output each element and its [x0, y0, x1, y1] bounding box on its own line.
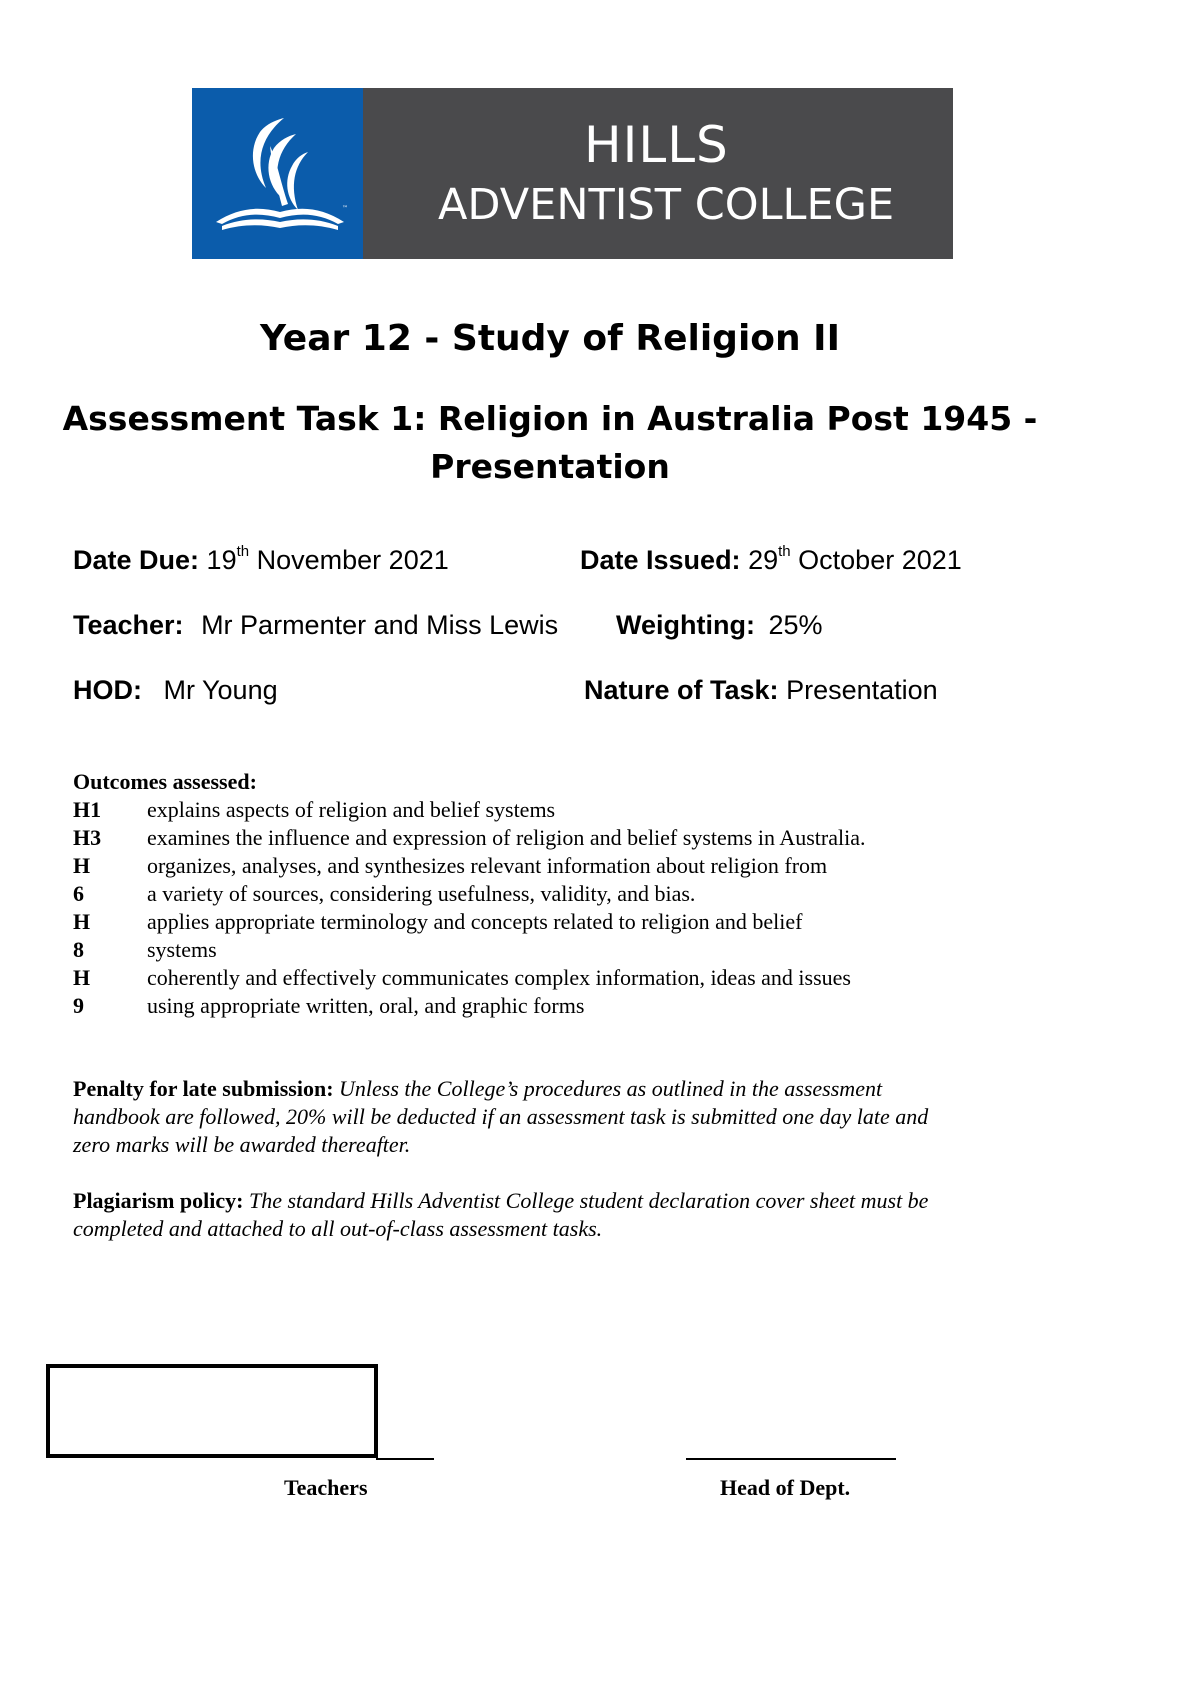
- outcome-description: [147, 908, 1047, 964]
- outcome-line: applies appropriate terminology and concepts related to religion and belief: [147, 909, 803, 934]
- penalty-policy: [73, 1075, 1033, 1159]
- outcome-code: H1: [73, 797, 102, 822]
- weighting-value: 25%: [768, 610, 823, 640]
- date-due-label: Date Due:: [73, 545, 200, 575]
- weighting: [616, 610, 823, 641]
- outcome-line: organizes, analyses, and synthesizes relevant information about religion from: [147, 853, 828, 878]
- flame-bible-icon: [192, 88, 363, 259]
- teachers-signature-label: Teachers: [284, 1475, 368, 1500]
- date-issued-day: 29: [748, 545, 779, 575]
- penalty-text-line-2: handbook are followed, 20% will be deducted if an assessment task is submitted one day late and: [73, 1104, 929, 1129]
- date-issued: [580, 545, 962, 576]
- plagiarism-text-line-1: The standard Hills Adventist College student declaration cover sheet must be: [248, 1188, 929, 1213]
- date-due-suffix: th: [236, 543, 250, 560]
- weighting-label: Weighting:: [616, 610, 755, 640]
- nature-value: Presentation: [786, 675, 938, 705]
- penalty-text-line-1: Unless the College’s procedures as outlined in the assessment: [339, 1076, 883, 1101]
- teacher: [73, 610, 558, 641]
- outcome-line: coherently and effectively communicates complex information, ideas and issues: [147, 965, 851, 990]
- nature-of-task: [584, 675, 938, 706]
- date-issued-label: Date Issued:: [580, 545, 741, 575]
- hod-value: Mr Young: [163, 675, 278, 705]
- date-issued-suffix: th: [778, 543, 791, 560]
- nature-label: Nature of Task:: [584, 675, 779, 705]
- task-title: [0, 395, 1100, 491]
- outcome-description: [147, 964, 1047, 1020]
- outcome-code: H 6: [73, 853, 91, 906]
- teacher-signature-line: [376, 1458, 434, 1460]
- outcome-line: systems: [147, 937, 217, 962]
- logo-text-hills: HILLS: [584, 116, 729, 174]
- outcome-description: [147, 852, 1047, 908]
- date-issued-rest: October 2021: [798, 545, 962, 575]
- penalty-text-line-3: zero marks will be awarded thereafter.: [73, 1132, 411, 1157]
- outcome-code: H 9: [73, 965, 91, 1018]
- outcome-line: examines the influence and expression of religion and belief systems in Australia.: [147, 825, 866, 850]
- plagiarism-label: Plagiarism policy:: [73, 1188, 244, 1213]
- hod-signature-line: [686, 1458, 896, 1460]
- penalty-label: Penalty for late submission:: [73, 1076, 334, 1101]
- outcome-description: [147, 796, 1047, 824]
- teacher-label: Teacher:: [73, 610, 184, 640]
- outcome-line: explains aspects of religion and belief systems: [147, 797, 556, 822]
- hod-signature-label: Head of Dept.: [720, 1475, 851, 1500]
- page-title: Year 12 - Study of Religion II: [260, 318, 840, 359]
- plagiarism-policy: [73, 1187, 1033, 1243]
- outcome-line: a variety of sources, considering usefulness, validity, and bias.: [147, 881, 696, 906]
- outcome-description: [147, 824, 1047, 852]
- logo-text-college: ADVENTIST COLLEGE: [438, 180, 895, 230]
- svg-text:™: ™: [342, 205, 348, 212]
- college-logo-banner: [192, 88, 953, 259]
- hod-label: HOD:: [73, 675, 142, 705]
- hod: [73, 675, 278, 706]
- teacher-signature-box: [46, 1364, 378, 1458]
- outcome-code: H 8: [73, 909, 91, 962]
- college-emblem: [192, 88, 363, 259]
- date-due-day: 19: [206, 545, 237, 575]
- date-due-rest: November 2021: [256, 545, 449, 575]
- plagiarism-text-line-2: completed and attached to all out-of-class assessment tasks.: [73, 1216, 603, 1241]
- task-title-line-1: Assessment Task 1: Religion in Australia Post 1945 -: [62, 399, 1038, 438]
- outcomes-heading: Outcomes assessed:: [73, 769, 257, 794]
- outcome-code: H3: [73, 825, 102, 850]
- outcome-line: using appropriate written, oral, and graphic forms: [147, 993, 585, 1018]
- teacher-value: Mr Parmenter and Miss Lewis: [201, 610, 559, 640]
- date-due: [73, 545, 449, 576]
- task-title-line-2: Presentation: [430, 447, 670, 486]
